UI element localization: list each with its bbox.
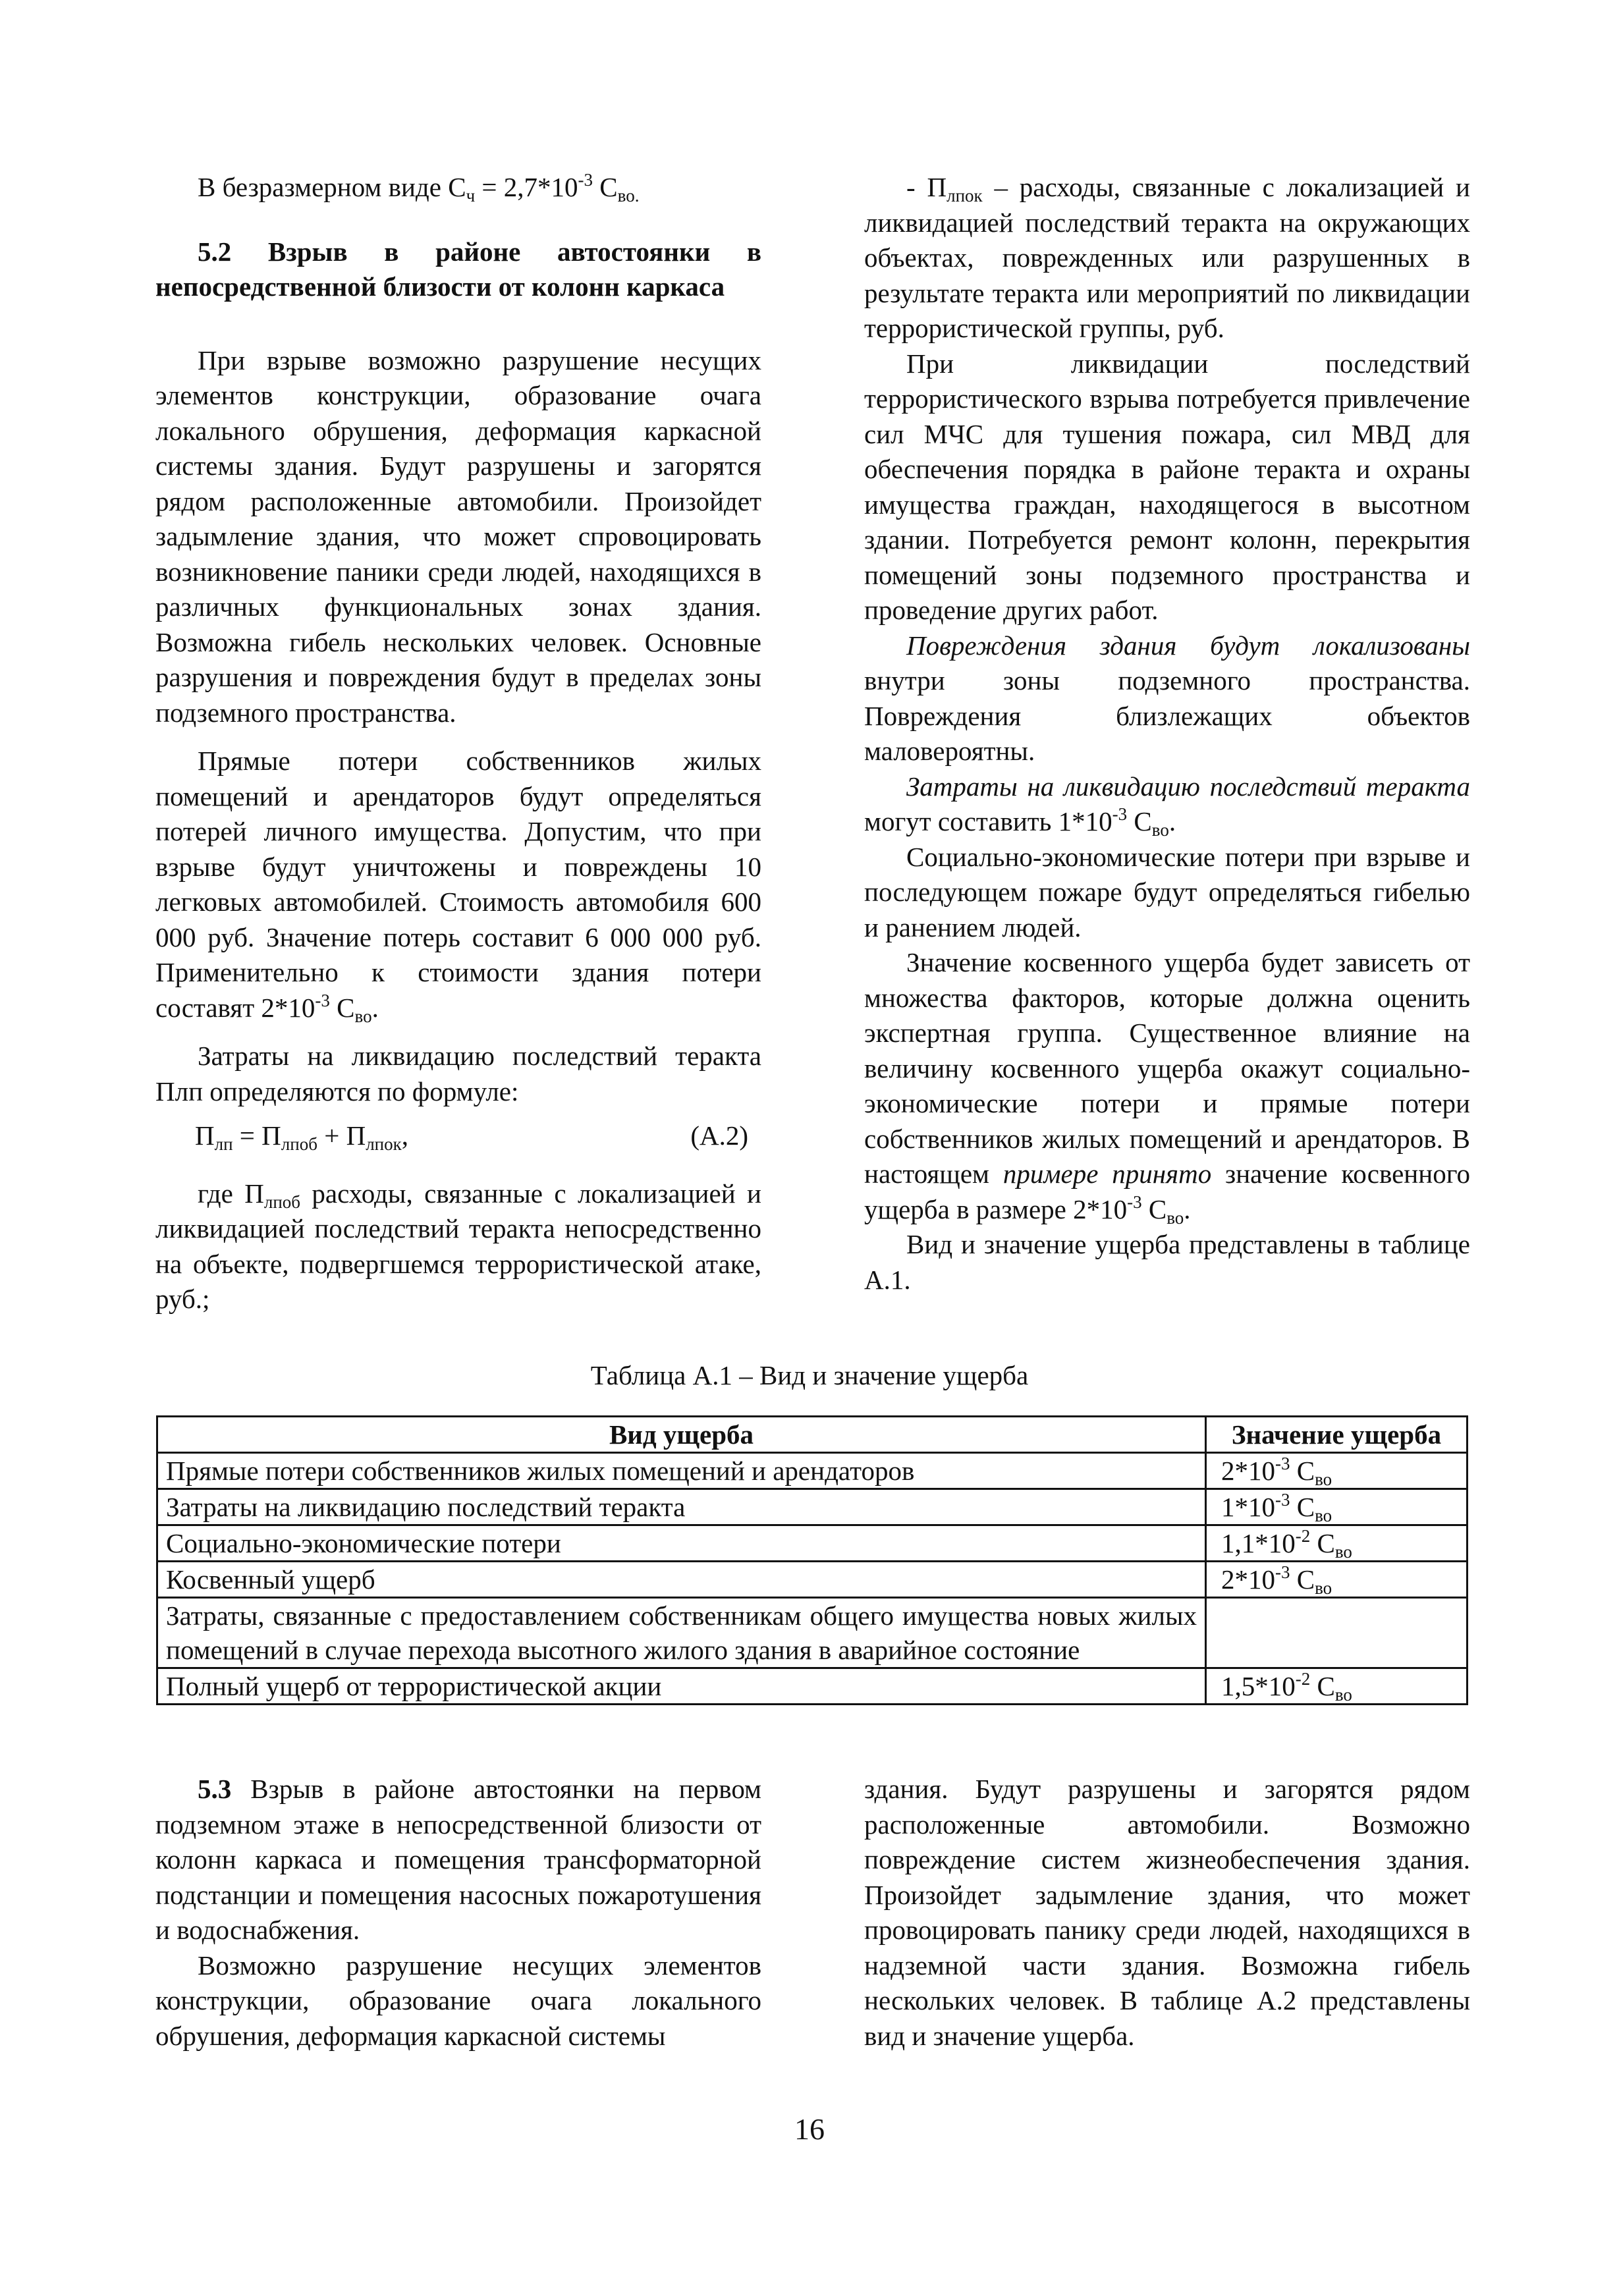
table-caption: Таблица А.1 – Вид и значение ущерба [590,1360,1029,1390]
formula-sub: лп [214,1134,233,1154]
table-row [157,1562,1468,1598]
paragraph-text: внутри зоны подземного пространства. Повреждения близлежащих объектов маловероятны. [864,665,1470,766]
left-column [155,170,761,1317]
subscript: лпок [947,186,983,205]
column-header: Значение ущерба [1206,1417,1468,1453]
value-part: 2*10 [1221,1456,1275,1486]
paragraph: здания. Будут разрушены и загорятся рядом расположенные автомобили. Возможно повреждение систем жизнеобеспечения здания. Произойдет задымление здания, что может провоцировать панику среди людей, находящихся в надземной части здания. Возможна гибель нескольких человек. В таблице А.2 представлены вид и значение ущерба. [864,1774,1470,2051]
paragraph-text: Значение косвенного ущерба будет зависеть от множества факторов, которые должна оценить экспертная группа. Существенное влияние на величину косвенного ущерба окажут социально-экономические потери и прямые потери собственников жилых помещений и арендаторов. В настоящем [864,947,1470,1189]
paragraph-text: . [1184,1193,1191,1224]
value-sub: во [1315,1506,1332,1525]
value-part: С [1310,1528,1335,1558]
intro-sup: -3 [578,170,593,190]
subscript: лпоб [263,1191,301,1212]
damage-value-cell [1206,1525,1468,1562]
section-paragraph-5-3 [155,1772,761,1948]
intro-text: С [593,172,618,202]
superscript: -3 [315,990,330,1010]
superscript: -3 [1112,804,1128,824]
intro-text: В безразмерном виде С [198,172,466,202]
formula-a2 [155,1118,761,1154]
damage-value-cell [1206,1598,1468,1668]
value-sup: -3 [1275,1490,1290,1510]
paragraph-text: – расходы, связанные с локализацией и ликвидацией последствий теракта на окружающих объектах, поврежденных или разрушенных в результате теракта или мероприятий по ликвидации террористической группы, руб. [864,172,1470,343]
paragraph-text: Взрыв в районе автостоянки на первом подземном этаже в непосредственной близости от колонн каркаса и помещения трансформаторной подстанции и помещения насосных пожаротушения и водоснабжения. [155,1774,761,1945]
subscript: во [1151,820,1169,840]
value-sup: -3 [1275,1562,1290,1582]
value-sup: -2 [1295,1669,1311,1689]
value-part: 1*10 [1221,1492,1275,1522]
intro-text: = 2,7*10 [475,172,578,202]
subscript: во [354,1006,372,1026]
damage-type-cell: Косвенный ущерб [157,1562,1206,1598]
superscript: -3 [1127,1191,1142,1212]
formula-part: П [195,1120,215,1151]
intro-sub: ч [466,186,476,205]
damage-value-cell [1206,1453,1468,1489]
paragraph-text: . [371,992,379,1023]
formula-part: + П [317,1120,366,1151]
table-row [157,1489,1468,1525]
damage-table [156,1415,1468,1705]
page-number: 16 [794,2112,825,2146]
table-row [157,1525,1468,1562]
value-sup: -2 [1295,1526,1311,1546]
formula-expression [195,1118,408,1154]
value-part: 1,5*10 [1221,1671,1296,1701]
intro-formula-line [155,170,761,205]
table-row [157,1598,1468,1668]
emphasis-text: примере принято [1002,1159,1212,1189]
paragraph-text: могут составить 1*10 [864,806,1112,836]
value-part: 1,1*10 [1221,1528,1296,1558]
paragraph [155,744,761,1025]
value-sub: во [1334,1685,1352,1705]
paragraph [864,170,1470,346]
paragraph [864,628,1470,769]
damage-value-cell [1206,1668,1468,1705]
paragraph-text: Прямые потери собственников жилых помещений и арендаторов будут определяться потерей личного имущества. Допустим, что при взрыве будут уничтожены и повреждены 10 легковых автомобилей. Стоимость автомобиля 600 000 руб. Значение потерь составит 6 000 000 руб. Применительно к стоимости здания потери составят 2*10 [155,746,761,1023]
formula-sub: лпоб [281,1134,317,1154]
value-part: 2*10 [1221,1564,1275,1595]
emphasis-text: Затраты на ликвидацию последствий теракта [906,771,1470,802]
value-part: С [1290,1456,1315,1486]
subscript: во [1166,1207,1184,1228]
formula-part: = П [233,1120,281,1151]
damage-type-cell: Затраты, связанные с предоставлением собственникам общего имущества новых жилых помещений в случае перехода высотного жилого здания в аварийное состояние [157,1598,1206,1668]
section-number: 5.2 [198,236,232,267]
value-sub: во [1315,1469,1332,1489]
paragraph [155,1176,761,1317]
paragraph-text: С [1141,1193,1167,1224]
paragraph: При взрыве возможно разрушение несущих элементов конструкции, образование очага локального обрушения, деформация каркасной системы здания. Будут разрушены и загорятся рядом расположенные автомобили. Произойдет задымление здания, что может спровоцировать возникновение паники среди людей, находящихся в различных функциональных зонах здания. Возможна гибель нескольких человек. Основные разрушения и повреждения будут в пределах зоны подземного пространства. [155,344,761,728]
section-number: 5.3 [198,1774,232,1804]
paragraph-text: С [1127,806,1152,836]
paragraph-text: - П [906,172,947,202]
paragraph [864,769,1470,840]
value-sub: во [1315,1578,1332,1598]
paragraph-text: где П [198,1178,264,1209]
table-row [157,1453,1468,1489]
formula-part: , [401,1120,408,1151]
column-header: Вид ущерба [157,1417,1206,1453]
bottom-left-column [155,1772,761,2054]
damage-type-cell: Затраты на ликвидацию последствий теракта [157,1489,1206,1525]
value-part: С [1290,1492,1315,1522]
paragraph-text: значение косвенного ущерба в размере 2*10 [864,1159,1470,1224]
section-heading-5-2 [155,234,761,305]
emphasis-text: Повреждения здания будут локализованы [906,630,1470,661]
damage-value-cell [1206,1562,1468,1598]
paragraph-text: С [329,992,355,1023]
right-column [864,170,1470,1298]
intro-sub: во. [617,186,640,205]
section-title: Взрыв в районе автостоянки в непосредственной близости от колонн каркаса [155,236,761,302]
paragraph: Возможно разрушение несущих элементов конструкции, образование очага локального обрушения, деформация каркасной системы [155,1950,761,2051]
paragraph: При ликвидации последствий террористического взрыва потребуется привлечение сил МЧС для тушения пожара, сил МВД для обеспечения порядка в районе теракта и охраны имущества граждан, находящегося в высотном здании. Потребуется ремонт колонн, перекрытия помещений зоны подземного пространства и проведение других работ. [864,348,1470,625]
paragraph: Затраты на ликвидацию последствий теракта Плп определяются по формуле: [155,1041,761,1107]
damage-value-cell [1206,1489,1468,1525]
bottom-right-column [864,1772,1470,2054]
table-header-row [157,1417,1468,1453]
value-sub: во [1334,1542,1352,1562]
damage-type-cell: Социально-экономические потери [157,1525,1206,1562]
paragraph: Социально-экономические потери при взрыве и последующем пожаре будут определяться гибелью и ранением людей. [864,841,1470,943]
table-row [157,1668,1468,1705]
damage-type-cell: Прямые потери собственников жилых помещений и арендаторов [157,1453,1206,1489]
value-sup: -3 [1275,1454,1290,1473]
paragraph [864,945,1470,1227]
formula-sub: лпок [366,1134,402,1154]
paragraph-text: расходы, связанные с локализацией и ликвидацией последствий теракта непосредственно на объекте, подвергшемся террористической атаке, руб.; [155,1178,761,1314]
paragraph-text: . [1168,806,1176,836]
value-part: С [1290,1564,1315,1595]
value-part: С [1310,1671,1335,1701]
formula-number: (А.2) [690,1120,748,1151]
damage-type-cell: Полный ущерб от террористической акции [157,1668,1206,1705]
paragraph: Вид и значение ущерба представлены в таблице А.1. [864,1229,1470,1295]
